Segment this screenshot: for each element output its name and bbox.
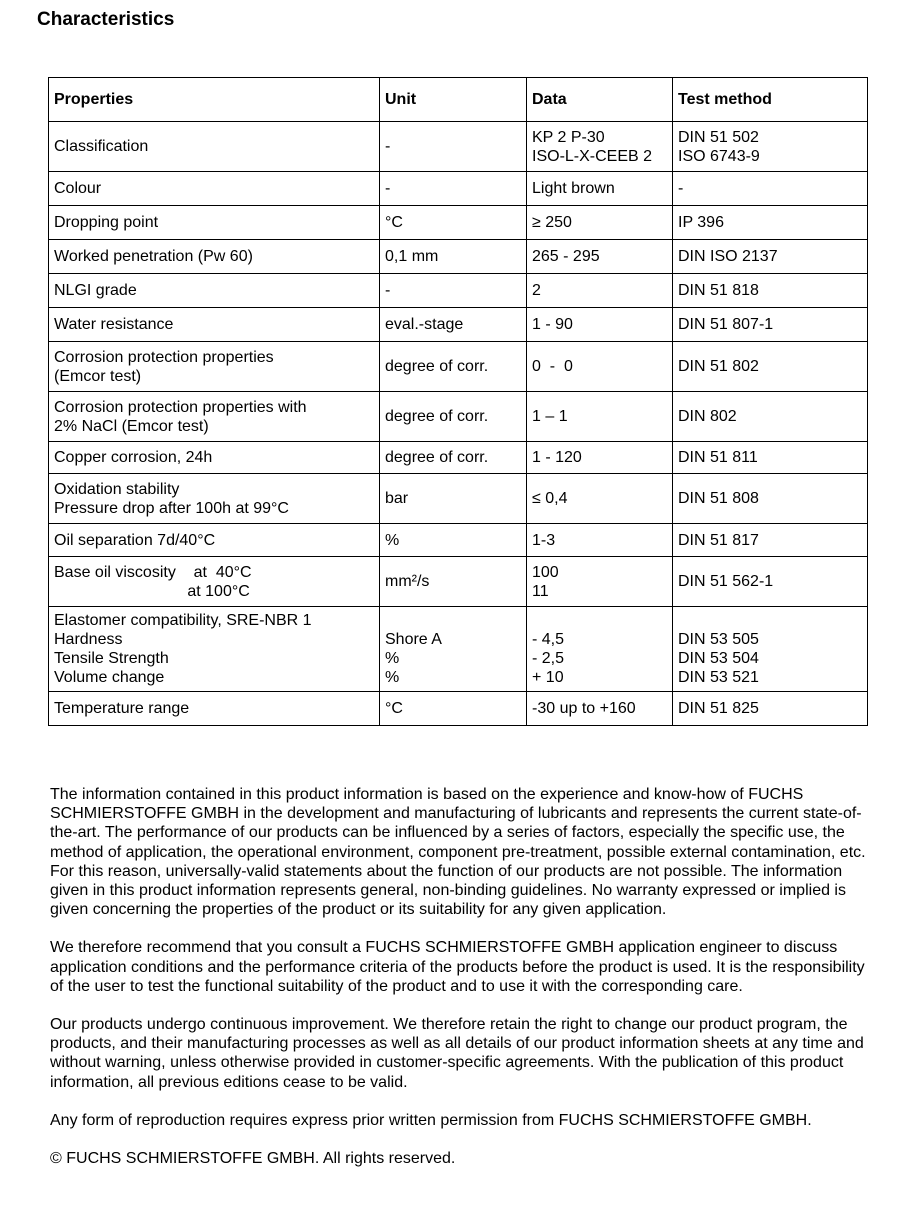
cell-test-method: [673, 206, 868, 240]
cell-data: [527, 392, 673, 442]
cell-unit: [380, 557, 527, 607]
cell-line: Elastomer compatibility, SRE-NBR 1: [54, 612, 312, 629]
cell-line: -: [385, 282, 391, 299]
cell-line: Temperature range: [54, 700, 190, 717]
cell-line: DIN 51 817: [678, 531, 759, 549]
cell-data: [527, 442, 673, 474]
cell-line: %: [385, 669, 400, 686]
cell-line: ISO-L-X-CEEB 2: [532, 147, 653, 165]
cell-line: degree of corr.: [385, 408, 489, 425]
cell-line: DIN 802: [678, 408, 737, 425]
cell-unit: [380, 692, 527, 726]
cell-test-method: [673, 342, 868, 392]
header-unit: Unit: [380, 78, 527, 122]
cell-line: Classification: [54, 138, 149, 155]
cell-line: eval.-stage: [385, 316, 464, 333]
cell-data: [527, 474, 673, 524]
header-test-method: Test method: [673, 78, 868, 122]
table-row: [49, 474, 868, 524]
cell-line: Corrosion protection properties with: [54, 398, 307, 416]
cell-unit: [380, 342, 527, 392]
cell-line: [532, 611, 667, 630]
cell-test-method: [673, 692, 868, 726]
cell-test-method: [673, 308, 868, 342]
cell-unit: [380, 442, 527, 474]
cell-line: ≤ 0,4: [532, 490, 568, 507]
cell-data: [527, 342, 673, 392]
cell-unit: [380, 392, 527, 442]
cell-line: Worked penetration (Pw 60): [54, 248, 253, 265]
page-title: Characteristics: [37, 9, 175, 30]
cell-line: IP 396: [678, 214, 724, 231]
cell-line: °C: [385, 214, 403, 231]
cell-data: [527, 274, 673, 308]
cell-property: [49, 206, 380, 240]
cell-line: DIN 53 521: [678, 669, 759, 686]
cell-unit: [380, 274, 527, 308]
table-row: [49, 240, 868, 274]
characteristics-table: [48, 77, 868, 726]
cell-test-method: [673, 442, 868, 474]
cell-test-method: [673, 607, 868, 692]
cell-property: [49, 607, 380, 692]
cell-line: 1-3: [532, 531, 556, 549]
cell-line: DIN 51 807-1: [678, 316, 774, 333]
cell-data: [527, 524, 673, 557]
disclaimer-paragraph: The information contained in this product information is based on the experience and know-how of FUCHS SCHMIERSTOFFE GMBH in the development and manufacturing of lubricants and represents the current state-of-the-art. The performance of our products can be influenced by a series of factors, especially the specific use, the method of application, the operational environment, component pre-treatment, possible external contamination, etc. For this reason, universally-valid statements about the function of our products are not possible. The information given in this product information represents general, non-binding guidelines. No warranty expressed or implied is given concerning the properties of the product or its suitability for any given application.: [50, 786, 866, 919]
cell-property: [49, 172, 380, 206]
cell-line: (Emcor test): [54, 367, 142, 385]
cell-test-method: [673, 524, 868, 557]
cell-line: Oil separation 7d/40°C: [54, 531, 216, 549]
cell-test-method: [673, 392, 868, 442]
cell-line: 1 - 90: [532, 316, 573, 333]
cell-test-method: [673, 474, 868, 524]
cell-line: Base oil viscosity at 40°C: [54, 563, 252, 581]
cell-test-method: [673, 557, 868, 607]
table-row: [49, 524, 868, 557]
disclaimer-paragraph: Any form of reproduction requires express prior written permission from FUCHS SCHMIERSTOFFE GMBH.: [50, 1111, 812, 1129]
cell-line: Tensile Strength: [54, 650, 169, 667]
cell-line: Oxidation stability: [54, 480, 180, 498]
table-row: [49, 308, 868, 342]
cell-data: [527, 172, 673, 206]
disclaimer-paragraph: We therefore recommend that you consult a FUCHS SCHMIERSTOFFE GMBH application engineer to discuss application conditions and the performance criteria of the products before the product is used. It is the responsibility of the user to test the functional suitability of the product and to use it with the corresponding care.: [50, 939, 865, 995]
table-header-row: [49, 78, 868, 122]
cell-line: - 2,5: [532, 650, 565, 667]
cell-line: Colour: [54, 180, 102, 197]
cell-data: [527, 206, 673, 240]
cell-line: %: [385, 531, 400, 549]
cell-line: 2: [532, 282, 541, 299]
cell-line: Copper corrosion, 24h: [54, 449, 213, 466]
table-row: [49, 442, 868, 474]
cell-line: 11: [532, 582, 549, 600]
table-row: [49, 206, 868, 240]
cell-line: 0,1 mm: [385, 248, 439, 265]
cell-line: ISO 6743-9: [678, 147, 760, 165]
cell-line: NLGI grade: [54, 282, 137, 299]
cell-line: DIN 51 818: [678, 282, 759, 299]
cell-line: DIN ISO 2137: [678, 248, 778, 265]
cell-unit: [380, 172, 527, 206]
cell-line: 265 - 295: [532, 248, 600, 265]
cell-line: [385, 611, 521, 630]
header-data: Data: [527, 78, 673, 122]
cell-line: KP 2 P-30: [532, 128, 605, 146]
cell-line: bar: [385, 490, 409, 507]
cell-unit: [380, 206, 527, 240]
cell-property: [49, 274, 380, 308]
cell-unit: [380, 308, 527, 342]
cell-line: 1 – 1: [532, 408, 568, 425]
disclaimer-paragraph: Our products undergo continuous improvement. We therefore retain the right to change our product program, the products, and their manufacturing processes as well as all details of our product information sheets at any time and without warning, unless otherwise provided in customer-specific agreements. With the publication of this product information, all previous editions cease to be valid.: [50, 1016, 864, 1091]
cell-line: degree of corr.: [385, 358, 489, 375]
table-row: [49, 607, 868, 692]
cell-line: 2% NaCl (Emcor test): [54, 417, 209, 435]
cell-test-method: [673, 122, 868, 172]
cell-line: [678, 611, 862, 630]
cell-line: Water resistance: [54, 316, 174, 333]
cell-line: Pressure drop after 100h at 99°C: [54, 499, 289, 517]
disclaimer-text: [50, 785, 880, 1187]
cell-line: Hardness: [54, 631, 123, 648]
table-row: [49, 392, 868, 442]
cell-line: 100: [532, 563, 559, 581]
cell-unit: [380, 122, 527, 172]
table-row: [49, 172, 868, 206]
cell-property: [49, 692, 380, 726]
cell-line: DIN 53 504: [678, 650, 759, 667]
cell-property: [49, 308, 380, 342]
cell-line: °C: [385, 700, 403, 717]
cell-data: [527, 122, 673, 172]
cell-line: DIN 51 802: [678, 358, 759, 375]
cell-line: degree of corr.: [385, 449, 489, 466]
cell-test-method: [673, 240, 868, 274]
cell-line: DIN 51 811: [678, 449, 758, 466]
cell-data: [527, 607, 673, 692]
cell-property: [49, 524, 380, 557]
cell-line: DIN 51 808: [678, 490, 759, 507]
cell-data: [527, 240, 673, 274]
cell-line: 1 - 120: [532, 449, 582, 466]
header-properties: Properties: [49, 78, 380, 122]
cell-line: DIN 53 505: [678, 631, 759, 648]
table-row: [49, 557, 868, 607]
cell-property: [49, 474, 380, 524]
cell-unit: [380, 607, 527, 692]
cell-line: - 4,5: [532, 631, 565, 648]
cell-line: Shore A: [385, 631, 442, 648]
cell-line: DIN 51 502: [678, 128, 759, 146]
cell-property: [49, 392, 380, 442]
cell-line: %: [385, 650, 400, 667]
cell-property: [49, 557, 380, 607]
table-row: [49, 692, 868, 726]
cell-line: -: [385, 138, 391, 155]
cell-line: -30 up to +160: [532, 700, 636, 717]
cell-line: -: [385, 180, 391, 197]
cell-line: ≥ 250: [532, 214, 572, 231]
cell-property: [49, 442, 380, 474]
cell-line: Volume change: [54, 669, 165, 686]
cell-data: [527, 557, 673, 607]
cell-line: DIN 51 825: [678, 700, 759, 717]
cell-property: [49, 122, 380, 172]
cell-unit: [380, 474, 527, 524]
cell-line: at 100°C: [54, 582, 250, 600]
cell-unit: [380, 524, 527, 557]
cell-data: [527, 308, 673, 342]
cell-data: [527, 692, 673, 726]
cell-line: Light brown: [532, 180, 615, 197]
table-row: [49, 342, 868, 392]
copyright-notice: © FUCHS SCHMIERSTOFFE GMBH. All rights reserved.: [50, 1150, 456, 1168]
cell-line: 0 - 0: [532, 358, 573, 375]
cell-unit: [380, 240, 527, 274]
cell-test-method: [673, 172, 868, 206]
cell-test-method: [673, 274, 868, 308]
cell-line: -: [678, 180, 684, 197]
cell-line: mm²/s: [385, 573, 430, 590]
cell-property: [49, 342, 380, 392]
cell-line: Dropping point: [54, 214, 159, 231]
cell-property: [49, 240, 380, 274]
cell-line: Corrosion protection properties: [54, 348, 274, 366]
table-row: [49, 122, 868, 172]
cell-line: + 10: [532, 669, 564, 686]
cell-line: DIN 51 562-1: [678, 573, 774, 590]
table-row: [49, 274, 868, 308]
